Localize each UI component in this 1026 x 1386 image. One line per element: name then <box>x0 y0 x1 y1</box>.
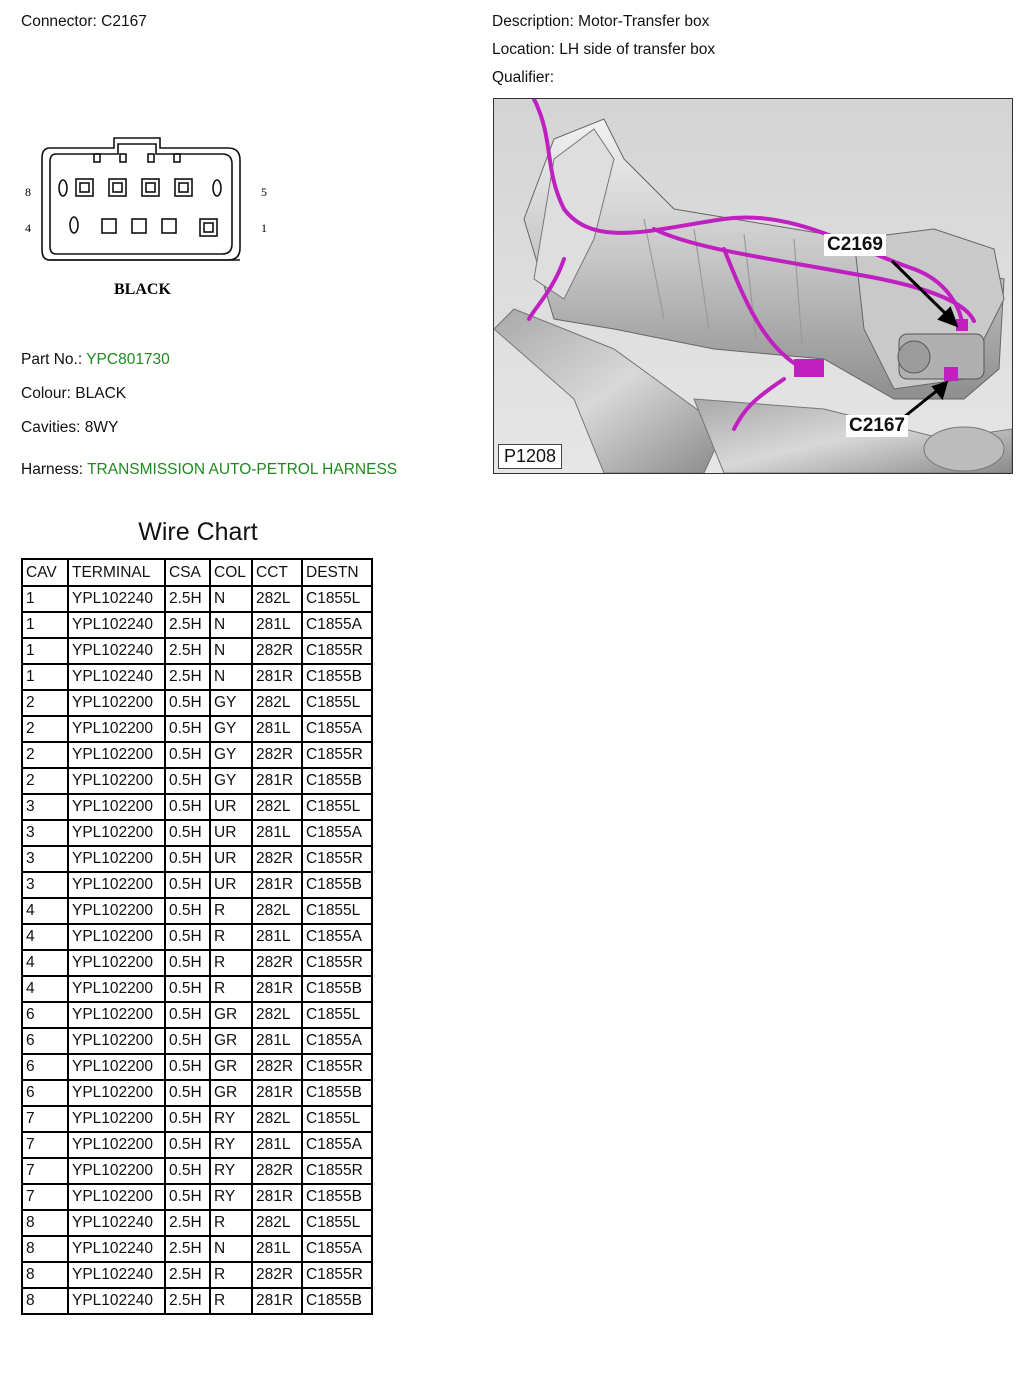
cell-col: N <box>210 1236 252 1262</box>
location-label: Location: <box>492 41 555 58</box>
callout-upper-connector: C2169 <box>824 234 886 256</box>
cell-csa: 0.5H <box>165 1028 210 1054</box>
description-label: Description: <box>492 13 574 30</box>
table-row <box>22 1184 372 1210</box>
diagram-color-label: BLACK <box>114 281 171 298</box>
cell-csa: 0.5H <box>165 1158 210 1184</box>
colour-line <box>21 385 126 403</box>
connector-line <box>21 13 147 31</box>
pin-label-left-bottom: 4 <box>25 221 31 235</box>
table-row <box>22 690 372 716</box>
cell-col: GR <box>210 1080 252 1106</box>
cell-terminal: YPL102240 <box>68 1236 165 1262</box>
cell-col: UR <box>210 872 252 898</box>
cell-cct: 282R <box>252 1262 302 1288</box>
cell-csa: 0.5H <box>165 1054 210 1080</box>
harness-link[interactable]: TRANSMISSION AUTO-PETROL HARNESS <box>87 461 398 478</box>
col-header-cct: CCT <box>252 559 302 586</box>
cell-col: RY <box>210 1106 252 1132</box>
cell-cct: 282L <box>252 1002 302 1028</box>
cell-col: GR <box>210 1002 252 1028</box>
description-line <box>492 13 709 31</box>
cell-cct: 281R <box>252 1080 302 1106</box>
cell-cct: 281L <box>252 924 302 950</box>
cell-cct: 282R <box>252 1054 302 1080</box>
location-value: LH side of transfer box <box>559 41 716 58</box>
cell-cav: 1 <box>22 612 68 638</box>
cell-csa: 2.5H <box>165 1210 210 1236</box>
cell-terminal: YPL102240 <box>68 1210 165 1236</box>
cell-cav: 3 <box>22 872 68 898</box>
cell-cav: 6 <box>22 1002 68 1028</box>
cell-destn: C1855B <box>302 976 372 1002</box>
table-row <box>22 924 372 950</box>
cavities-line <box>21 419 118 437</box>
cell-cav: 8 <box>22 1236 68 1262</box>
harness-line <box>21 461 397 479</box>
cell-cav: 3 <box>22 820 68 846</box>
cell-csa: 0.5H <box>165 820 210 846</box>
cell-csa: 0.5H <box>165 716 210 742</box>
cell-col: N <box>210 638 252 664</box>
cell-cct: 282L <box>252 794 302 820</box>
cell-cav: 3 <box>22 846 68 872</box>
cell-csa: 0.5H <box>165 950 210 976</box>
cell-csa: 0.5H <box>165 846 210 872</box>
cell-col: GY <box>210 716 252 742</box>
cell-cct: 282R <box>252 1158 302 1184</box>
cell-terminal: YPL102200 <box>68 768 165 794</box>
cell-terminal: YPL102200 <box>68 872 165 898</box>
cell-csa: 0.5H <box>165 1184 210 1210</box>
cell-col: GY <box>210 690 252 716</box>
table-row <box>22 1210 372 1236</box>
table-row <box>22 612 372 638</box>
cell-cct: 281R <box>252 1184 302 1210</box>
table-row <box>22 664 372 690</box>
cell-destn: C1855A <box>302 612 372 638</box>
cell-cav: 1 <box>22 664 68 690</box>
cell-csa: 0.5H <box>165 768 210 794</box>
cell-col: RY <box>210 1132 252 1158</box>
cell-cav: 8 <box>22 1262 68 1288</box>
cell-col: GY <box>210 742 252 768</box>
cell-terminal: YPL102200 <box>68 1132 165 1158</box>
cell-terminal: YPL102240 <box>68 586 165 612</box>
table-row <box>22 794 372 820</box>
cell-destn: C1855A <box>302 924 372 950</box>
cell-csa: 2.5H <box>165 1236 210 1262</box>
table-row <box>22 846 372 872</box>
cell-destn: C1855L <box>302 690 372 716</box>
cavities-label: Cavities: <box>21 419 81 436</box>
pin-label-right-bottom: 1 <box>261 221 267 235</box>
wire-chart-header-row <box>22 559 372 586</box>
col-header-csa: CSA <box>165 559 210 586</box>
cell-terminal: YPL102200 <box>68 820 165 846</box>
cell-col: R <box>210 976 252 1002</box>
cell-destn: C1855L <box>302 898 372 924</box>
cell-terminal: YPL102200 <box>68 1158 165 1184</box>
cell-terminal: YPL102200 <box>68 1080 165 1106</box>
part-number-link[interactable]: YPC801730 <box>86 351 170 368</box>
cell-cav: 8 <box>22 1210 68 1236</box>
connector-face-diagram <box>14 130 286 305</box>
cell-col: R <box>210 1288 252 1314</box>
colour-value: BLACK <box>75 385 127 402</box>
cell-terminal: YPL102200 <box>68 1028 165 1054</box>
cell-destn: C1855A <box>302 1132 372 1158</box>
cell-csa: 2.5H <box>165 586 210 612</box>
cell-col: UR <box>210 820 252 846</box>
cell-cct: 282R <box>252 846 302 872</box>
connector-label: Connector: <box>21 13 97 30</box>
cell-cct: 281R <box>252 664 302 690</box>
cell-cct: 282R <box>252 638 302 664</box>
part-number-line <box>21 351 170 369</box>
cell-cav: 6 <box>22 1080 68 1106</box>
table-row <box>22 586 372 612</box>
table-row <box>22 1106 372 1132</box>
cell-terminal: YPL102200 <box>68 794 165 820</box>
cell-cct: 281R <box>252 976 302 1002</box>
cell-col: N <box>210 664 252 690</box>
cell-cav: 2 <box>22 768 68 794</box>
cell-destn: C1855B <box>302 872 372 898</box>
cell-terminal: YPL102200 <box>68 846 165 872</box>
table-row <box>22 820 372 846</box>
col-header-cav: CAV <box>22 559 68 586</box>
cell-terminal: YPL102200 <box>68 898 165 924</box>
cell-csa: 0.5H <box>165 924 210 950</box>
cell-destn: C1855L <box>302 1106 372 1132</box>
cell-cav: 6 <box>22 1054 68 1080</box>
cell-col: GR <box>210 1028 252 1054</box>
cell-terminal: YPL102200 <box>68 742 165 768</box>
cell-destn: C1855L <box>302 1210 372 1236</box>
pin-label-left-top: 8 <box>25 185 31 199</box>
cell-csa: 2.5H <box>165 612 210 638</box>
cell-col: R <box>210 924 252 950</box>
cell-destn: C1855R <box>302 846 372 872</box>
cell-csa: 0.5H <box>165 1132 210 1158</box>
cell-terminal: YPL102240 <box>68 664 165 690</box>
cell-cav: 2 <box>22 742 68 768</box>
description-value: Motor-Transfer box <box>578 13 710 30</box>
cell-destn: C1855A <box>302 1236 372 1262</box>
qualifier-line <box>492 69 554 87</box>
cell-csa: 0.5H <box>165 1080 210 1106</box>
cell-destn: C1855L <box>302 1002 372 1028</box>
cell-terminal: YPL102200 <box>68 690 165 716</box>
cell-cav: 2 <box>22 716 68 742</box>
cell-destn: C1855R <box>302 1158 372 1184</box>
cell-cct: 282L <box>252 898 302 924</box>
cell-col: R <box>210 898 252 924</box>
cell-csa: 2.5H <box>165 638 210 664</box>
col-header-terminal: TERMINAL <box>68 559 165 586</box>
table-row <box>22 716 372 742</box>
table-row <box>22 950 372 976</box>
cell-cav: 3 <box>22 794 68 820</box>
table-row <box>22 872 372 898</box>
cell-cav: 4 <box>22 950 68 976</box>
cell-csa: 0.5H <box>165 976 210 1002</box>
cell-cct: 282L <box>252 1106 302 1132</box>
cell-terminal: YPL102200 <box>68 1106 165 1132</box>
cell-destn: C1855A <box>302 1028 372 1054</box>
cell-col: GR <box>210 1054 252 1080</box>
cell-cav: 4 <box>22 924 68 950</box>
cell-terminal: YPL102240 <box>68 1262 165 1288</box>
table-row <box>22 898 372 924</box>
table-row <box>22 1236 372 1262</box>
table-row <box>22 1028 372 1054</box>
cell-cct: 281R <box>252 1288 302 1314</box>
cell-col: N <box>210 612 252 638</box>
cell-cct: 282L <box>252 690 302 716</box>
cell-cav: 7 <box>22 1158 68 1184</box>
cell-cav: 1 <box>22 586 68 612</box>
cell-destn: C1855R <box>302 638 372 664</box>
cell-cct: 281L <box>252 1028 302 1054</box>
cell-csa: 2.5H <box>165 1288 210 1314</box>
table-row <box>22 1158 372 1184</box>
col-header-col: COL <box>210 559 252 586</box>
wire-chart-body <box>22 586 372 1314</box>
cell-destn: C1855A <box>302 716 372 742</box>
cell-csa: 2.5H <box>165 1262 210 1288</box>
cell-csa: 2.5H <box>165 664 210 690</box>
cell-cav: 7 <box>22 1132 68 1158</box>
cell-csa: 0.5H <box>165 742 210 768</box>
table-row <box>22 768 372 794</box>
table-row <box>22 638 372 664</box>
table-row <box>22 1080 372 1106</box>
part-number-label: Part No.: <box>21 351 83 368</box>
cell-destn: C1855B <box>302 1288 372 1314</box>
pin-label-right-top: 5 <box>261 185 267 199</box>
cell-terminal: YPL102200 <box>68 976 165 1002</box>
wire-chart-table <box>21 558 373 1315</box>
cell-terminal: YPL102200 <box>68 1184 165 1210</box>
cell-destn: C1855R <box>302 1262 372 1288</box>
cell-cct: 281L <box>252 716 302 742</box>
cell-cct: 281R <box>252 768 302 794</box>
cell-cct: 281L <box>252 1132 302 1158</box>
cell-destn: C1855R <box>302 950 372 976</box>
cell-terminal: YPL102200 <box>68 716 165 742</box>
photo-reference-label: P1208 <box>498 444 562 469</box>
cell-cct: 282L <box>252 586 302 612</box>
cell-col: N <box>210 586 252 612</box>
cell-col: RY <box>210 1184 252 1210</box>
cell-cct: 281L <box>252 820 302 846</box>
cell-cct: 281R <box>252 872 302 898</box>
cell-csa: 0.5H <box>165 690 210 716</box>
cell-csa: 0.5H <box>165 898 210 924</box>
table-row <box>22 1132 372 1158</box>
cell-terminal: YPL102200 <box>68 1054 165 1080</box>
colour-label: Colour: <box>21 385 71 402</box>
cell-cav: 6 <box>22 1028 68 1054</box>
cell-col: UR <box>210 794 252 820</box>
cell-csa: 0.5H <box>165 1002 210 1028</box>
cell-col: UR <box>210 846 252 872</box>
cell-col: GY <box>210 768 252 794</box>
cell-destn: C1855L <box>302 586 372 612</box>
cell-destn: C1855A <box>302 820 372 846</box>
qualifier-label: Qualifier: <box>492 69 555 86</box>
cell-destn: C1855B <box>302 664 372 690</box>
cell-col: RY <box>210 1158 252 1184</box>
cell-cct: 282R <box>252 742 302 768</box>
cell-terminal: YPL102200 <box>68 950 165 976</box>
transmission-illustration <box>494 99 1012 473</box>
cell-terminal: YPL102240 <box>68 638 165 664</box>
cell-terminal: YPL102200 <box>68 1002 165 1028</box>
cell-terminal: YPL102200 <box>68 924 165 950</box>
location-line <box>492 41 715 59</box>
col-header-destn: DESTN <box>302 559 372 586</box>
cell-cav: 2 <box>22 690 68 716</box>
table-row <box>22 976 372 1002</box>
table-row <box>22 742 372 768</box>
cell-csa: 0.5H <box>165 1106 210 1132</box>
harness-label: Harness: <box>21 461 84 478</box>
cell-destn: C1855R <box>302 742 372 768</box>
cell-cct: 281L <box>252 1236 302 1262</box>
cell-csa: 0.5H <box>165 872 210 898</box>
cell-cav: 1 <box>22 638 68 664</box>
connector-value: C2167 <box>101 13 147 30</box>
cell-cct: 282R <box>252 950 302 976</box>
cell-col: R <box>210 1262 252 1288</box>
table-row <box>22 1262 372 1288</box>
cell-cct: 282L <box>252 1210 302 1236</box>
cell-csa: 0.5H <box>165 794 210 820</box>
cell-cct: 281L <box>252 612 302 638</box>
cell-destn: C1855B <box>302 1080 372 1106</box>
cell-destn: C1855L <box>302 794 372 820</box>
cell-terminal: YPL102240 <box>68 1288 165 1314</box>
cell-cav: 4 <box>22 976 68 1002</box>
cell-terminal: YPL102240 <box>68 612 165 638</box>
cell-cav: 7 <box>22 1184 68 1210</box>
cell-destn: C1855R <box>302 1054 372 1080</box>
table-row <box>22 1054 372 1080</box>
cell-cav: 4 <box>22 898 68 924</box>
cell-destn: C1855B <box>302 768 372 794</box>
cell-cav: 8 <box>22 1288 68 1314</box>
table-row <box>22 1002 372 1028</box>
cell-cav: 7 <box>22 1106 68 1132</box>
location-photo <box>493 98 1013 474</box>
cell-col: R <box>210 950 252 976</box>
wire-chart-title: Wire Chart <box>138 518 258 546</box>
callout-lower-connector: C2167 <box>846 415 908 437</box>
cell-col: R <box>210 1210 252 1236</box>
cavities-value: 8WY <box>84 419 119 436</box>
table-row <box>22 1288 372 1314</box>
cell-destn: C1855B <box>302 1184 372 1210</box>
